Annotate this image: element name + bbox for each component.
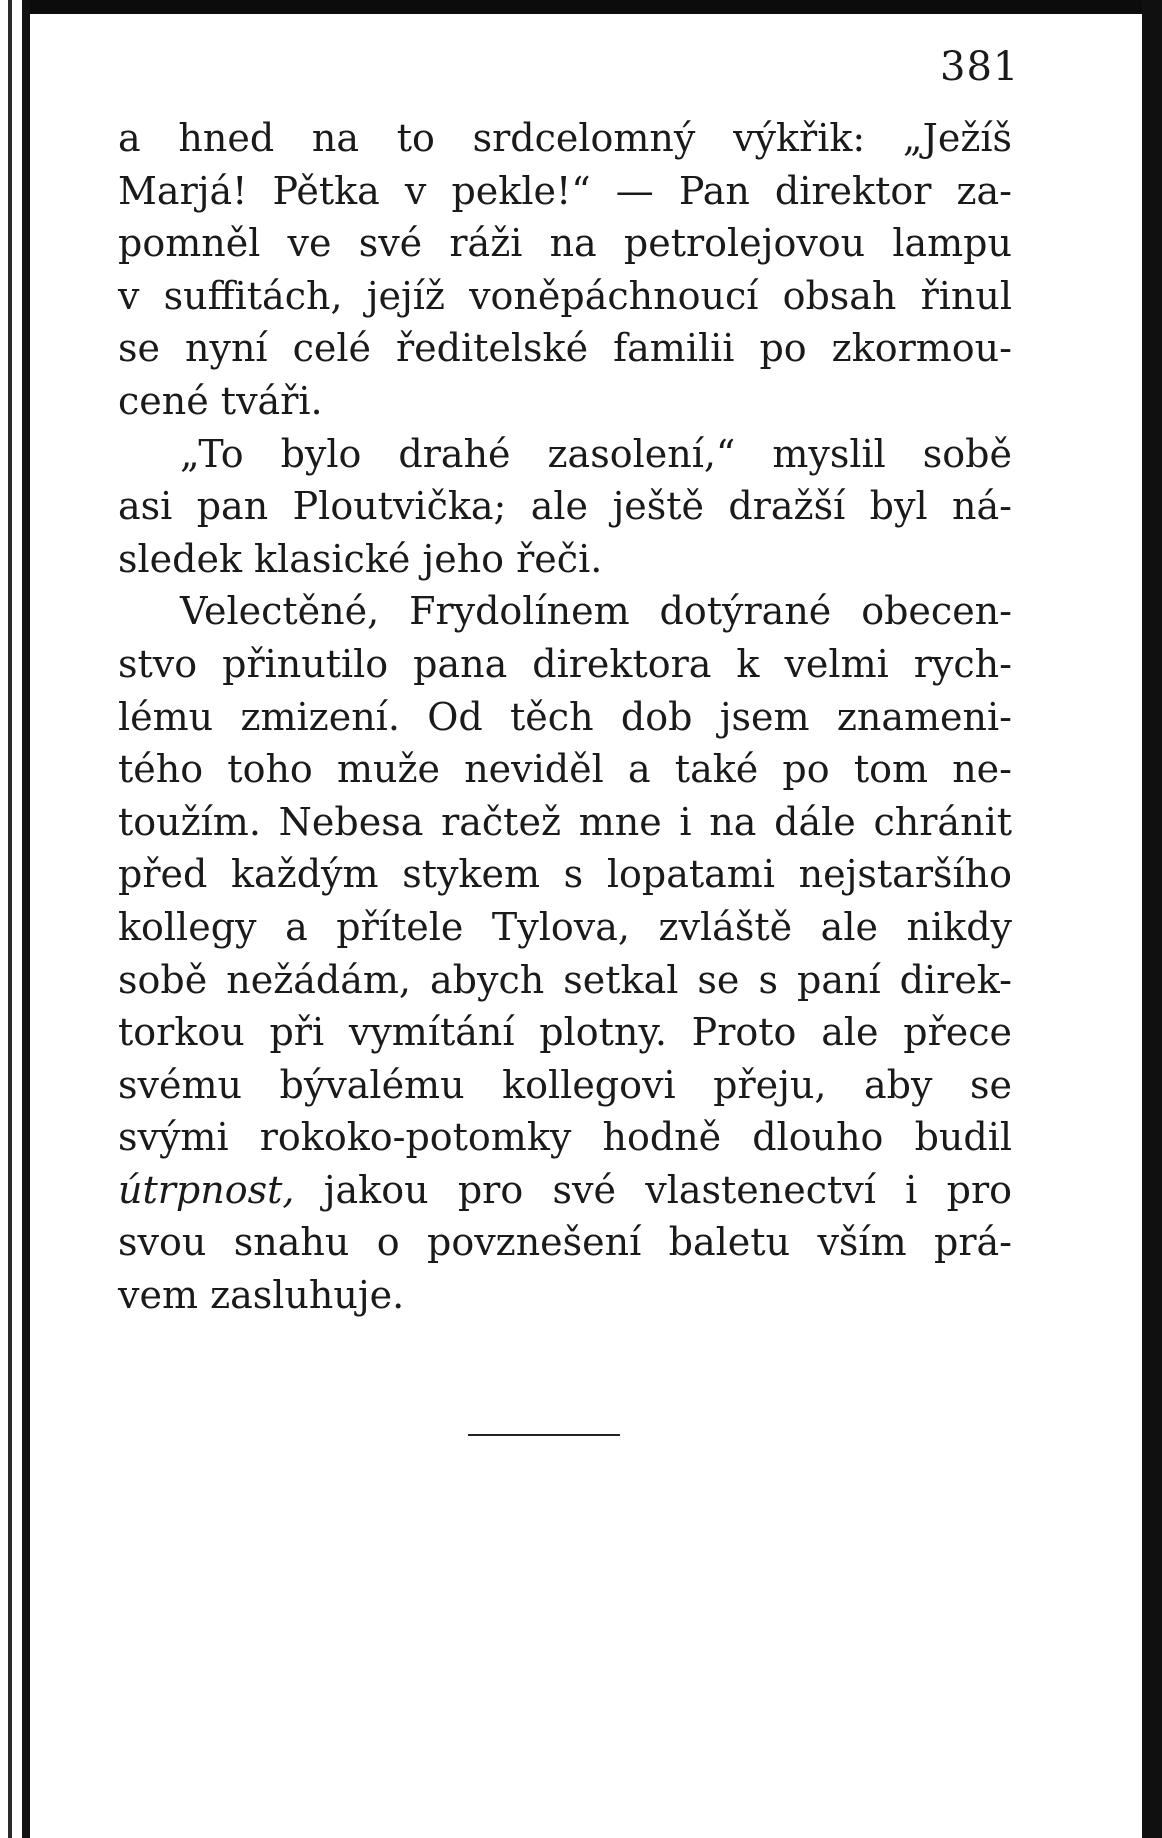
- text-line: sledek klasické jeho řeči.: [118, 536, 603, 581]
- text-line: Marjá! Pětka v pekle!“ — Pan direktor za-: [118, 168, 1012, 213]
- text-line: toužím. Nebesa račtež mne i na dále chránit: [118, 799, 1012, 844]
- text-line: tého toho muže neviděl a také po tom ne-: [118, 747, 1012, 792]
- text-line: svou snahu o povznešení baletu vším prá-: [118, 1220, 1012, 1265]
- text-line: svému bývalému kollegovi přeju, aby se: [118, 1062, 1012, 1107]
- book-page: [40, 14, 1142, 1838]
- text-line: Velectěné, Frydolínem dotýrané obecen-: [180, 589, 1012, 634]
- text-line-rest: jakou pro své vlastenectví i pro: [323, 1167, 1012, 1212]
- text-line: svými rokoko-potomky hodně dlouho budil: [118, 1115, 1012, 1160]
- scan-left-edge-shadow: [8, 0, 12, 1838]
- text-line: lému zmizení. Od těch dob jsem znameni-: [118, 694, 1012, 739]
- text-line: v suffitách, jejíž voněpáchnoucí obsah řinul: [118, 273, 1012, 318]
- body-text: [118, 112, 1012, 1322]
- text-line: „To bylo drahé zasolení,“ myslil sobě: [180, 431, 1012, 476]
- text-line: pomněl ve své ráži na petrolejovou lampu: [118, 221, 1012, 266]
- scan-top-edge: [0, 0, 1162, 14]
- text-line: před každým stykem s lopatami nejstaršího: [118, 852, 1012, 897]
- italic-word: útrpnost,: [118, 1167, 295, 1212]
- page-number: 381: [940, 44, 1020, 90]
- text-line: vem zasluhuje.: [118, 1273, 405, 1318]
- text-line: stvo přinutilo pana direktora k velmi rych-: [118, 641, 1012, 686]
- text-line: sobě nežádám, abych setkal se s paní direk-: [118, 957, 1012, 1002]
- scan-left-edge: [22, 0, 30, 1838]
- text-line: torkou při vymítání plotny. Proto ale přece: [118, 1010, 1012, 1055]
- section-divider: [468, 1434, 620, 1436]
- text-line: kollegy a přítele Tylova, zvláště ale nikdy: [118, 904, 1012, 949]
- text-line: a hned na to srdcelomný výkřik: „Ježíš: [118, 116, 1012, 160]
- scan-right-edge: [1142, 0, 1162, 1838]
- text-line: asi pan Ploutvička; ale ještě dražší byl ná-: [118, 484, 1012, 529]
- text-line: se nyní celé ředitelské familii po zkormou-: [118, 326, 1012, 371]
- text-line: [118, 1164, 1012, 1217]
- text-line: cené tváři.: [118, 378, 323, 423]
